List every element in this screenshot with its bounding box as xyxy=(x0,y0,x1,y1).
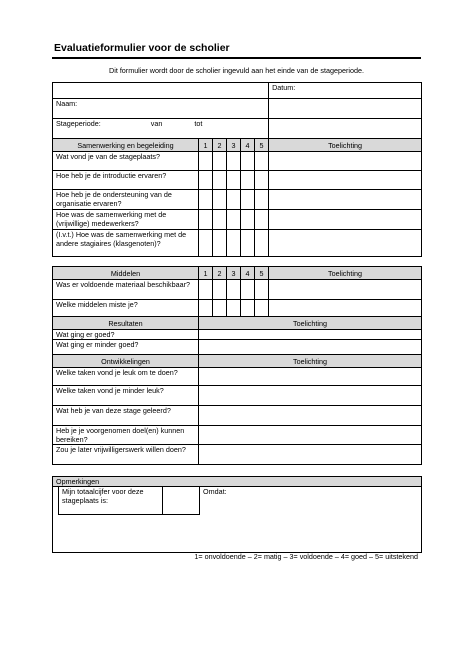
score-header-4: 4 xyxy=(241,139,255,152)
question-label: Hoe heb je de ondersteuning van de organisatie ervaren? xyxy=(53,190,199,210)
score-cell[interactable] xyxy=(199,152,213,171)
toelichting-cell[interactable] xyxy=(269,210,422,230)
question-label: Welke taken vond je leuk om te doen? xyxy=(53,368,199,386)
question-label: Wat ging er minder goed? xyxy=(53,340,199,355)
totaalcijfer-label: Mijn totaalcijfer voor deze stageplaats is: xyxy=(59,487,163,515)
score-cell[interactable] xyxy=(255,152,269,171)
blank-cell xyxy=(269,99,422,119)
score-cell[interactable] xyxy=(199,171,213,190)
toelichting-cell[interactable] xyxy=(269,152,422,171)
score-cell[interactable] xyxy=(213,190,227,210)
omdat-field[interactable] xyxy=(200,487,422,515)
section-header-middelen: Middelen xyxy=(53,267,199,280)
score-cell[interactable] xyxy=(255,210,269,230)
score-header-5: 5 xyxy=(255,139,269,152)
opmerkingen-table xyxy=(52,476,422,553)
score-cell[interactable] xyxy=(241,171,255,190)
blank-cell xyxy=(53,515,200,553)
score-cell[interactable] xyxy=(241,280,255,300)
score-cell[interactable] xyxy=(227,152,241,171)
question-label: Was er voldoende materiaal beschikbaar? xyxy=(53,280,199,300)
toelichting-header: Toelichting xyxy=(199,355,422,368)
blank-cell xyxy=(53,83,269,99)
score-header-3: 3 xyxy=(227,139,241,152)
question-label: Hoe was de samenwerking met de (vrijwillige) medewerkers? xyxy=(53,210,199,230)
question-label: Welke taken vond je minder leuk? xyxy=(53,386,199,406)
score-cell[interactable] xyxy=(213,171,227,190)
score-header-1: 1 xyxy=(199,139,213,152)
toelichting-cell[interactable] xyxy=(199,330,422,340)
score-cell[interactable] xyxy=(227,230,241,257)
evaluation-table-middelen xyxy=(52,266,422,465)
tot-label: tot xyxy=(194,119,203,128)
section-header-opmerkingen: Opmerkingen xyxy=(53,477,422,487)
score-cell[interactable] xyxy=(227,300,241,317)
stageperiode-label: Stageperiode: xyxy=(56,119,101,128)
score-cell[interactable] xyxy=(199,300,213,317)
score-legend: 1= onvoldoende – 2= matig – 3= voldoende – 4= goed – 5= uitstekend xyxy=(194,552,418,561)
score-cell[interactable] xyxy=(241,190,255,210)
section-header-ontwikkelingen: Ontwikkelingen xyxy=(53,355,199,368)
naam-field[interactable] xyxy=(53,99,269,119)
score-cell[interactable] xyxy=(241,230,255,257)
score-cell[interactable] xyxy=(213,210,227,230)
van-label: van xyxy=(150,119,163,128)
blank-cell xyxy=(269,119,422,139)
score-cell[interactable] xyxy=(213,230,227,257)
question-label: Welke middelen miste je? xyxy=(53,300,199,317)
toelichting-cell[interactable] xyxy=(199,445,422,465)
toelichting-cell[interactable] xyxy=(269,230,422,257)
score-header-4: 4 xyxy=(241,267,255,280)
score-header-2: 2 xyxy=(213,267,227,280)
toelichting-cell[interactable] xyxy=(199,386,422,406)
evaluation-table-samenwerking xyxy=(52,82,422,257)
question-label: Zou je later vrijwilligerswerk willen doen? xyxy=(53,445,199,465)
toelichting-cell[interactable] xyxy=(269,280,422,300)
datum-field[interactable] xyxy=(269,83,422,99)
toelichting-cell[interactable] xyxy=(269,300,422,317)
score-header-2: 2 xyxy=(213,139,227,152)
score-cell[interactable] xyxy=(227,171,241,190)
toelichting-cell[interactable] xyxy=(199,406,422,426)
question-label: Heb je je voorgenomen doel(en) kunnen bereiken? xyxy=(53,426,199,445)
naam-label: Naam: xyxy=(56,99,78,108)
question-label: Hoe heb je de introductie ervaren? xyxy=(53,171,199,190)
opmerkingen-area[interactable] xyxy=(200,515,422,553)
score-header-5: 5 xyxy=(255,267,269,280)
score-cell[interactable] xyxy=(255,230,269,257)
score-cell[interactable] xyxy=(241,300,255,317)
toelichting-cell[interactable] xyxy=(199,368,422,386)
score-cell[interactable] xyxy=(255,171,269,190)
section-header-samenwerking: Samenwerking en begeleiding xyxy=(53,139,199,152)
score-cell[interactable] xyxy=(241,210,255,230)
score-header-3: 3 xyxy=(227,267,241,280)
question-label: Wat ging er goed? xyxy=(53,330,199,340)
score-header-1: 1 xyxy=(199,267,213,280)
score-cell[interactable] xyxy=(199,230,213,257)
score-cell[interactable] xyxy=(213,152,227,171)
score-cell[interactable] xyxy=(255,190,269,210)
score-cell[interactable] xyxy=(241,152,255,171)
score-cell[interactable] xyxy=(255,280,269,300)
toelichting-cell[interactable] xyxy=(269,171,422,190)
toelichting-header: Toelichting xyxy=(269,139,422,152)
intro-text: Dit formulier wordt door de scholier ingevuld aan het einde van de stageperiode. xyxy=(109,66,364,75)
score-cell[interactable] xyxy=(199,190,213,210)
score-cell[interactable] xyxy=(255,300,269,317)
score-cell[interactable] xyxy=(227,190,241,210)
score-cell[interactable] xyxy=(213,300,227,317)
stageperiode-field[interactable] xyxy=(53,119,269,139)
score-cell[interactable] xyxy=(213,280,227,300)
score-cell[interactable] xyxy=(199,280,213,300)
score-cell[interactable] xyxy=(227,210,241,230)
toelichting-header: Toelichting xyxy=(269,267,422,280)
omdat-label: Omdat: xyxy=(203,487,227,496)
toelichting-cell[interactable] xyxy=(269,190,422,210)
toelichting-cell[interactable] xyxy=(199,340,422,355)
datum-label: Datum: xyxy=(272,83,296,92)
title-divider xyxy=(52,57,421,59)
toelichting-cell[interactable] xyxy=(199,426,422,445)
toelichting-header: Toelichting xyxy=(199,317,422,330)
score-cell[interactable] xyxy=(227,280,241,300)
question-label: (I.v.t.) Hoe was de samenwerking met de andere stagiaires (klasgenoten)? xyxy=(53,230,199,257)
form-title: Evaluatieformulier voor de scholier xyxy=(54,42,230,54)
question-label: Wat heb je van deze stage geleerd? xyxy=(53,406,199,426)
section-header-resultaten: Resultaten xyxy=(53,317,199,330)
question-label: Wat vond je van de stageplaats? xyxy=(53,152,199,171)
totaalcijfer-field[interactable] xyxy=(163,487,200,515)
score-cell[interactable] xyxy=(199,210,213,230)
